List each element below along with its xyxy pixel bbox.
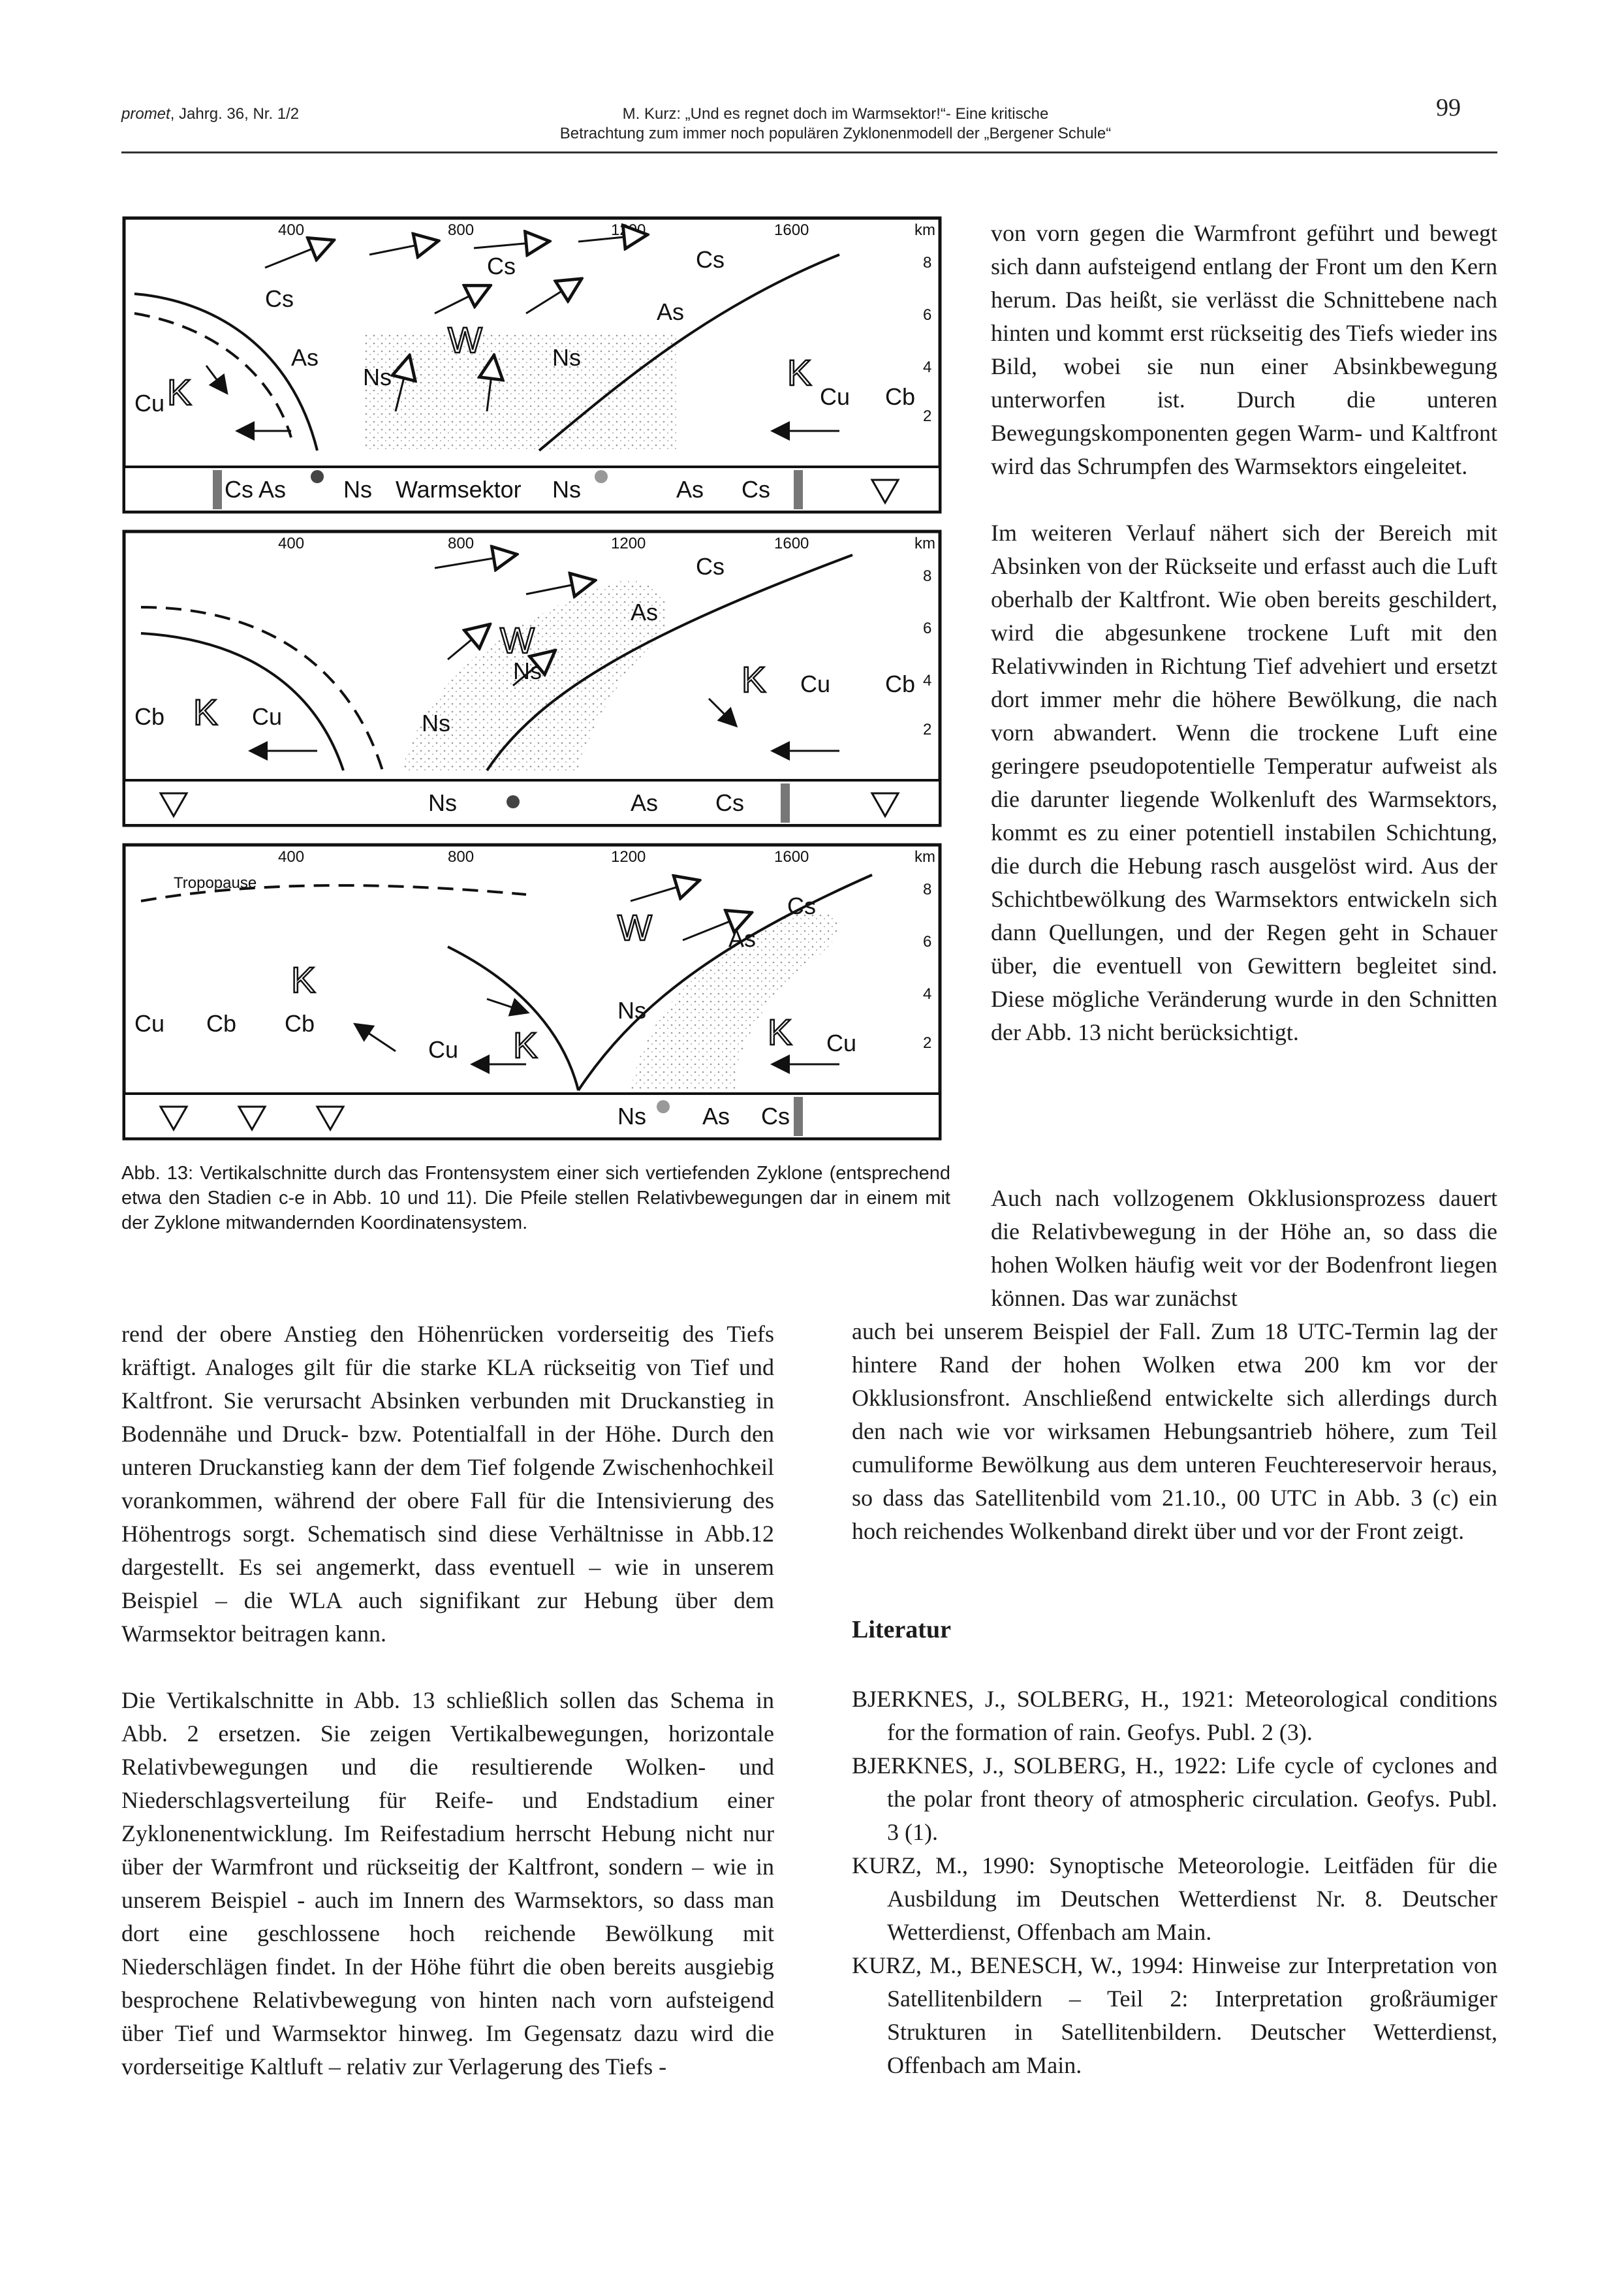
paragraph: von vorn gegen die Warmfront geführt und bewegt sich dann aufsteigend entlang der Front um den Kern herum. Das heißt, sie verlässt die Schnittebene nach hinten und kommt erst rückseitig des Tiefs wieder ins Bild, wobei sie nun einer Absinkbewegung unterworfen ist. Durch die unteren Bewegungskomponenten gegen Warm- und Kaltfront wird das Schrumpfen des Warmsektors eingeleitet. bbox=[991, 220, 1497, 479]
tick-1200: 1200 bbox=[611, 535, 646, 552]
page-number: 99 bbox=[1436, 94, 1461, 121]
height-2: 2 bbox=[923, 721, 932, 738]
label-Ns: Ns bbox=[363, 364, 392, 390]
tropopause-label: Tropopause bbox=[174, 874, 257, 892]
label-Cs: Cs bbox=[696, 246, 725, 273]
tick-800: 800 bbox=[448, 848, 475, 866]
height-4: 4 bbox=[923, 672, 932, 689]
panel-2 bbox=[124, 531, 940, 825]
tick-800: 800 bbox=[448, 221, 475, 239]
label-Cb: Cb bbox=[206, 1010, 237, 1037]
tick-400: 400 bbox=[278, 848, 305, 866]
height-4: 4 bbox=[923, 358, 932, 376]
height-2: 2 bbox=[923, 407, 932, 425]
km-label: km bbox=[914, 535, 935, 552]
height-8: 8 bbox=[923, 567, 932, 585]
label-Cu: Cu bbox=[428, 1036, 459, 1063]
height-6: 6 bbox=[923, 306, 932, 324]
panel-1-cloud-area bbox=[363, 333, 676, 451]
figure-caption: Abb. 13: Vertikalschnitte durch das Frontensystem einer sich vertiefenden Zyklone (entsprechend etwa den Stadien c-e in Abb. 10 und 11). Die Pfeile stellen Relativbewegungen dar in einem mit der Zyklone mitwandernden Koordinatensystem. bbox=[121, 1163, 950, 1233]
label-K: K bbox=[291, 959, 316, 1000]
label-Cb: Cb bbox=[285, 1010, 315, 1037]
bar-as: As bbox=[676, 476, 704, 503]
label-Cb: Cb bbox=[885, 383, 916, 410]
label-Cs: Cs bbox=[487, 253, 516, 279]
label-W: W bbox=[617, 907, 652, 948]
label-Cu: Cu bbox=[134, 390, 165, 417]
panel-1 bbox=[124, 218, 940, 512]
label-K: K bbox=[768, 1011, 792, 1053]
bar-cs-as: Cs As bbox=[225, 476, 287, 503]
label-Cu: Cu bbox=[252, 703, 283, 730]
label-Cb: Cb bbox=[134, 703, 165, 730]
label-Cs: Cs bbox=[265, 285, 294, 312]
running-title-line2: Betrachtung zum immer noch populären Zyklonenmodell der „Bergener Schule“ bbox=[559, 125, 1112, 142]
paragraph: Auch nach vollzogenem Okklusionsprozess dauert die Relativbewegung in der Höhe an, so dass die hohen Wolken häufig weit vor der Bodenfront liegen können. Das war zunächst bbox=[991, 1185, 1497, 1311]
label-As: As bbox=[631, 599, 659, 625]
label-Cs: Cs bbox=[696, 553, 725, 580]
label-Cb: Cb bbox=[885, 671, 916, 697]
tick-400: 400 bbox=[278, 221, 305, 239]
height-6: 6 bbox=[923, 620, 932, 637]
bar-cs: Cs bbox=[761, 1103, 790, 1130]
label-Ns: Ns bbox=[422, 710, 450, 736]
tick-400: 400 bbox=[278, 535, 305, 552]
rain-dot bbox=[595, 470, 608, 483]
label-Cu: Cu bbox=[134, 1010, 165, 1037]
panel-3 bbox=[124, 845, 940, 1139]
tick-1600: 1600 bbox=[774, 221, 809, 239]
label-K: K bbox=[167, 372, 192, 413]
bar-cs: Cs bbox=[715, 789, 744, 816]
panel-2-surface-bar bbox=[124, 780, 940, 825]
rain-dot bbox=[311, 470, 324, 483]
right-column-bottom bbox=[852, 1182, 1497, 2082]
right-column-top bbox=[991, 217, 1497, 1049]
tick-1600: 1600 bbox=[774, 848, 809, 866]
label-Cu: Cu bbox=[826, 1030, 857, 1056]
km-label: km bbox=[914, 221, 935, 239]
label-As: As bbox=[728, 925, 757, 952]
label-K: K bbox=[742, 659, 766, 700]
height-6: 6 bbox=[923, 933, 932, 951]
label-W: W bbox=[448, 319, 482, 360]
label-K: K bbox=[513, 1024, 538, 1066]
label-Cs: Cs bbox=[787, 893, 816, 919]
figure-vertical-sections bbox=[121, 215, 950, 1149]
km-label: km bbox=[914, 848, 935, 866]
tick-1200: 1200 bbox=[611, 848, 646, 866]
rain-dot bbox=[657, 1100, 670, 1113]
tick-1600: 1600 bbox=[774, 535, 809, 552]
bar-ns: Ns bbox=[552, 476, 581, 503]
left-column bbox=[121, 1318, 774, 2083]
paragraph: Im weiteren Verlauf nähert sich der Bereich mit Absinken von der Rückseite und erfasst auch die Luft oberhalb der Kaltfront. Wie oben bereits geschildert, wird die abgesunkene trockene Luft mit den Relativwinden in Richtung Tief advehiert und ersetzt dort immer mehr die höhere Bewölkung, die nach vorn abwandert. Wenn die trockene Luft eine geringere pseudopotentielle Temperatur aufweist als die darunter liegende Wolkenluft des Warmsektors, kommt es zu einer potentiell instabilen Schichtung, die durch die Hebung rasch ausgelöst wird. Aus der Schichtbewölkung des Warmsektors entwickeln sich dann Quellungen, und der Regen geht in Schauer über, die eventuell von Gewittern begleitet sind. Diese mögliche Veränderung wurde in den Schnitten der Abb. 13 nicht berücksichtigt. bbox=[991, 520, 1497, 1045]
reference-item: BJERKNES, J., SOLBERG, H., 1921: Meteorological conditions for the formation of rain. Geofys. Publ. 2 (3). bbox=[852, 1686, 1497, 1745]
panel-3-surface-bar bbox=[124, 1094, 940, 1139]
rain-dot bbox=[507, 795, 520, 808]
label-K: K bbox=[193, 691, 218, 733]
bar-warmsektor: Warmsektor bbox=[396, 476, 522, 503]
running-title-line1: M. Kurz: „Und es regnet doch im Warmsektor!“- Eine kritische bbox=[622, 105, 1049, 123]
bar-ns: Ns bbox=[617, 1103, 646, 1130]
label-Cu: Cu bbox=[820, 383, 851, 410]
literature-heading: Literatur bbox=[852, 1616, 951, 1643]
height-8: 8 bbox=[923, 254, 932, 272]
running-header-left bbox=[121, 104, 299, 124]
bar-ns: Ns bbox=[343, 476, 372, 503]
reference-item: KURZ, M., BENESCH, W., 1994: Hinweise zur Interpretation von Satellitenbildern – Teil 2: Interpretation großräumiger Strukturen in Satellitenbildern. Deutscher Wetterdienst, Offenbach am Main. bbox=[852, 1952, 1497, 2078]
label-Cu: Cu bbox=[800, 671, 831, 697]
height-2: 2 bbox=[923, 1034, 932, 1052]
reference-item: BJERKNES, J., SOLBERG, H., 1922: Life cycle of cyclones and the polar front theory of atmospheric circulation. Geofys. Publ. 3 (1). bbox=[852, 1752, 1497, 1845]
label-As: As bbox=[291, 344, 319, 371]
label-Ns: Ns bbox=[617, 997, 646, 1024]
header-rule bbox=[121, 151, 1497, 153]
paragraph: Die Vertikalschnitte in Abb. 13 schließlich sollen das Schema in Abb. 2 ersetzen. Sie zeigen Vertikalbewegungen, horizontale Relativbewegungen und die resultierende Wolken- und Niederschlagsverteilung für Reife- und Endstadium einer Zyklonenentwicklung. Im Reifestadium herrscht Hebung nicht nur über der Warmfront und rückseitig der Kaltfront, sondern – wie in unserem Beispiel - auch im Innern des Warmsektors, so dass man dort eine geschlossene hoch reichende Bewölkung mit Niederschlägen findet. In der Höhe führt die oben bereits ausgiebig besprochene Relativbewegung von hinten nach vorn aufsteigend über Tief und Warmsektor hinweg. Im Gegensatz dazu wird die vorderseitige Kaltluft – relativ zur Verlagerung des Tiefs - bbox=[121, 1687, 774, 2080]
bar-as: As bbox=[702, 1103, 730, 1130]
label-K: K bbox=[787, 352, 812, 393]
bar-cs: Cs bbox=[742, 476, 770, 503]
journal-issue: , Jahrg. 36, Nr. 1/2 bbox=[170, 105, 300, 123]
label-Ns: Ns bbox=[552, 344, 581, 371]
height-4: 4 bbox=[923, 985, 932, 1003]
label-Ns: Ns bbox=[513, 657, 542, 684]
running-header-center bbox=[379, 104, 1292, 144]
paragraph: rend der obere Anstieg den Höhenrücken vorderseitig des Tiefs kräftigt. Analoges gilt für die starke KLA rückseitig von Tief und Kaltfront. Sie verursacht Absinken verbunden mit Druckanstieg in Bodennähe und Druck- bzw. Potentialfall in der Höhe. Durch den unteren Druckanstieg kann der dem Tief folgende Zwischenhochkeil vorankommen, während der obere Fall für die Intensivierung des Höhentrogs sorgt. Schematisch sind diese Verhältnisse in Abb.12 dargestellt. Es sei angemerkt, dass eventuell – wie in unserem Beispiel – die WLA auch signifikant zur Hebung über dem Warmsektor beitragen kann. bbox=[121, 1321, 774, 1647]
tick-800: 800 bbox=[448, 535, 475, 552]
label-W: W bbox=[500, 620, 535, 661]
paragraph: auch bei unserem Beispiel der Fall. Zum 18 UTC-Termin lag der hintere Rand der hohen Wolken etwa 200 km vor der Okklusionsfront. Anschließend entwickelte sich allerdings durch den nach wie vor wirksamen Hebungsantrieb höhere, zum Teil cumuliforme Bewölkung aus dem unteren Feuchtereservoir heraus, so dass das Satellitenbild vom 21.10., 00 UTC in Abb. 3 (c) ein hoch reichendes Wolkenband direkt über und vor der Front zeigt. bbox=[852, 1318, 1497, 1544]
bar-ns: Ns bbox=[428, 789, 457, 816]
height-8: 8 bbox=[923, 881, 932, 898]
tick-1200: 1200 bbox=[611, 221, 646, 239]
reference-item: KURZ, M., 1990: Synoptische Meteorologie. Leitfäden für die Ausbildung im Deutschen Wetterdienst Nr. 8. Deutscher Wetterdienst, Offenbach am Main. bbox=[852, 1852, 1497, 1945]
journal-name: promet bbox=[121, 105, 170, 123]
bar-as: As bbox=[631, 789, 659, 816]
panel-3-bar-labels bbox=[617, 1103, 790, 1130]
label-As: As bbox=[657, 298, 685, 325]
